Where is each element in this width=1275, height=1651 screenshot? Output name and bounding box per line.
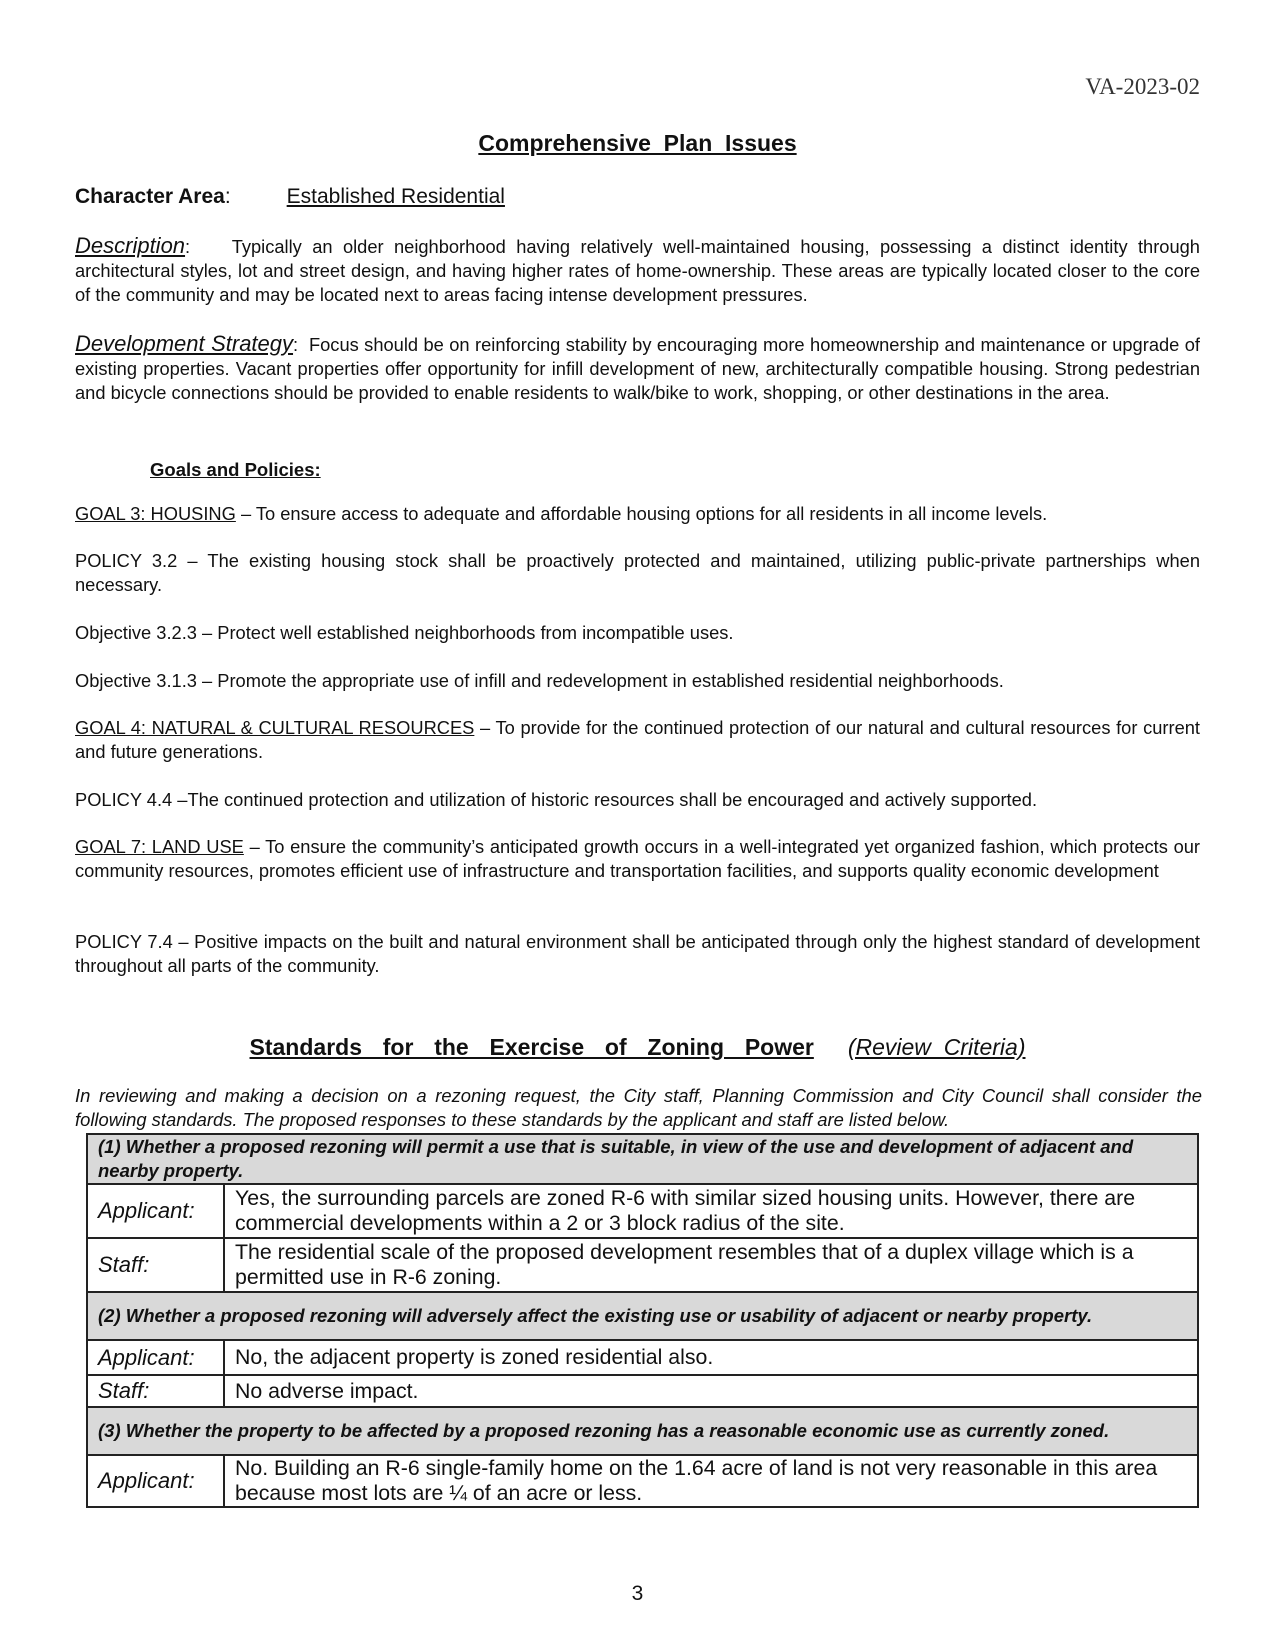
policy-3-2: POLICY 3.2 – The existing housing stock shall be proactively protected and maintained, utilizing public-private partnerships when necessary. (75, 550, 1200, 595)
criterion-1-heading: (1) Whether a proposed rezoning will permit a use that is suitable, in view of the use and development of adjacent and nearby property. (87, 1134, 1198, 1184)
goals-heading: Goals and Policies: (150, 459, 321, 480)
description-label: Description (75, 233, 186, 258)
character-area: Character Area: Established Residential (75, 185, 505, 208)
criterion-2-applicant-row (87, 1340, 1198, 1375)
goal-7 (75, 835, 1200, 883)
policy-4-4: POLICY 4.4 –The continued protection and utilization of historic resources shall be encouraged and actively supported. (75, 789, 1038, 810)
development-strategy-paragraph: Development Strategy: Focus should be on reinforcing stability by encouraging more homeownership and maintenance or upgrade of existing properties. Vacant properties offer opportunity for infill development of new, architecturally compatible housing. Strong pedestrian and bicycle connections should be provided to enable residents to walk/bike to work, shopping, or other destinations in the area. (75, 331, 1200, 403)
criterion-1-staff-label: Staff: (87, 1238, 224, 1292)
criterion-2-heading: (2) Whether a proposed rezoning will adversely affect the existing use or usability of adjacent or nearby property. (87, 1292, 1198, 1340)
policy-7-4: POLICY 7.4 – Positive impacts on the built and natural environment shall be anticipated through only the highest standard of development throughout all parts of the community. (75, 931, 1200, 976)
goal-3-label: GOAL 3: HOUSING (75, 503, 236, 524)
criterion-2-staff-row (87, 1375, 1198, 1407)
criterion-2-applicant-label: Applicant: (87, 1340, 224, 1375)
description-paragraph: Description: Typically an older neighborhood having relatively well-maintained housing, possessing a distinct identity through architectural styles, lot and street design, and having higher rates of home-ownership. These areas are typically located closer to the core of the community and may be located next to areas facing intense development pressures. (75, 233, 1200, 305)
review-intro: In reviewing and making a decision on a rezoning request, the City staff, Planning Commission and City Council shall consider the following standards. The proposed responses to these standards by the applicant and staff are listed below. (75, 1085, 1202, 1130)
criterion-2-applicant-response: No, the adjacent property is zoned residential also. (224, 1340, 1198, 1375)
criterion-2-staff-label: Staff: (87, 1375, 224, 1407)
criterion-2-staff-response: No adverse impact. (224, 1375, 1198, 1407)
criterion-3-heading-row (87, 1407, 1198, 1455)
document-number: VA-2023-02 (1085, 74, 1200, 99)
goal-3-text: – To ensure access to adequate and affordable housing options for all residents in all income levels. (235, 503, 1048, 524)
criterion-3-applicant-response: No. Building an R-6 single-family home on the 1.64 acre of land is not very reasonable in this area because most lots are ¼ of an acre or less. (224, 1455, 1198, 1507)
criterion-3-heading: (3) Whether the property to be affected by a proposed rezoning has a reasonable economic use as currently zoned. (87, 1407, 1198, 1455)
description-text: Typically an older neighborhood having relatively well-maintained housing, possessing a distinct identity through architectural styles, lot and street design, and having higher rates of home-ownership. These areas are typically located closer to the core of the community and may be located next to areas facing intense development pressures. (75, 236, 1200, 305)
objective-3-2-3: Objective 3.2.3 – Protect well established neighborhoods from incompatible uses. (75, 622, 734, 643)
criterion-2-heading-row (87, 1292, 1198, 1340)
objective-3-1-3: Objective 3.1.3 – Promote the appropriate use of infill and redevelopment in established residential neighborhoods. (75, 670, 1004, 691)
development-strategy-text: Focus should be on reinforcing stability by encouraging more homeownership and maintenance or upgrade of existing properties. Vacant properties offer opportunity for infill development of new, architecturally compatible housing. Strong pedestrian and bicycle connections should be provided to enable residents to walk/bike to work, shopping, or other destinations in the area. (75, 334, 1200, 403)
goal-3 (75, 502, 1200, 526)
page-number: 3 (631, 1582, 644, 1605)
criterion-3-applicant-row (87, 1455, 1198, 1507)
criterion-3-applicant-label: Applicant: (87, 1455, 224, 1507)
goal-7-label: GOAL 7: LAND USE (75, 836, 244, 857)
zoning-standards-title: Standards for the Exercise of Zoning Power (249, 1034, 814, 1060)
criterion-1-applicant-label: Applicant: (87, 1184, 224, 1238)
criterion-1-applicant-row (87, 1184, 1198, 1238)
criterion-1-applicant-response: Yes, the surrounding parcels are zoned R-6 with similar sized housing units. However, there are commercial developments within a 2 or 3 block radius of the site. (224, 1184, 1198, 1238)
goal-7-text: – To ensure the community’s anticipated growth occurs in a well-integrated yet organized fashion, which protects our community resources, promotes efficient use of infrastructure and transportation facilities, and supports quality economic development (75, 836, 1200, 881)
section-title-comprehensive-plan: Comprehensive Plan Issues (478, 130, 797, 156)
criterion-1-heading-row (87, 1134, 1198, 1184)
criterion-1-staff-row (87, 1238, 1198, 1292)
review-criteria-subtitle: (Review Criteria) (847, 1034, 1026, 1060)
goal-4-text: – To provide for the continued protection of our natural and cultural resources for current and future generations. (75, 717, 1200, 762)
goal-4 (75, 716, 1200, 764)
character-area-label: Character Area (75, 185, 225, 208)
review-criteria-table (86, 1133, 1199, 1508)
development-strategy-label: Development Strategy (75, 331, 294, 356)
section-title-zoning-standards (0, 1034, 1275, 1061)
character-area-value: Established Residential (286, 185, 505, 208)
criterion-1-staff-response: The residential scale of the proposed development resembles that of a duplex village which is a permitted use in R-6 zoning. (224, 1238, 1198, 1292)
goal-4-label: GOAL 4: NATURAL & CULTURAL RESOURCES (75, 717, 475, 738)
